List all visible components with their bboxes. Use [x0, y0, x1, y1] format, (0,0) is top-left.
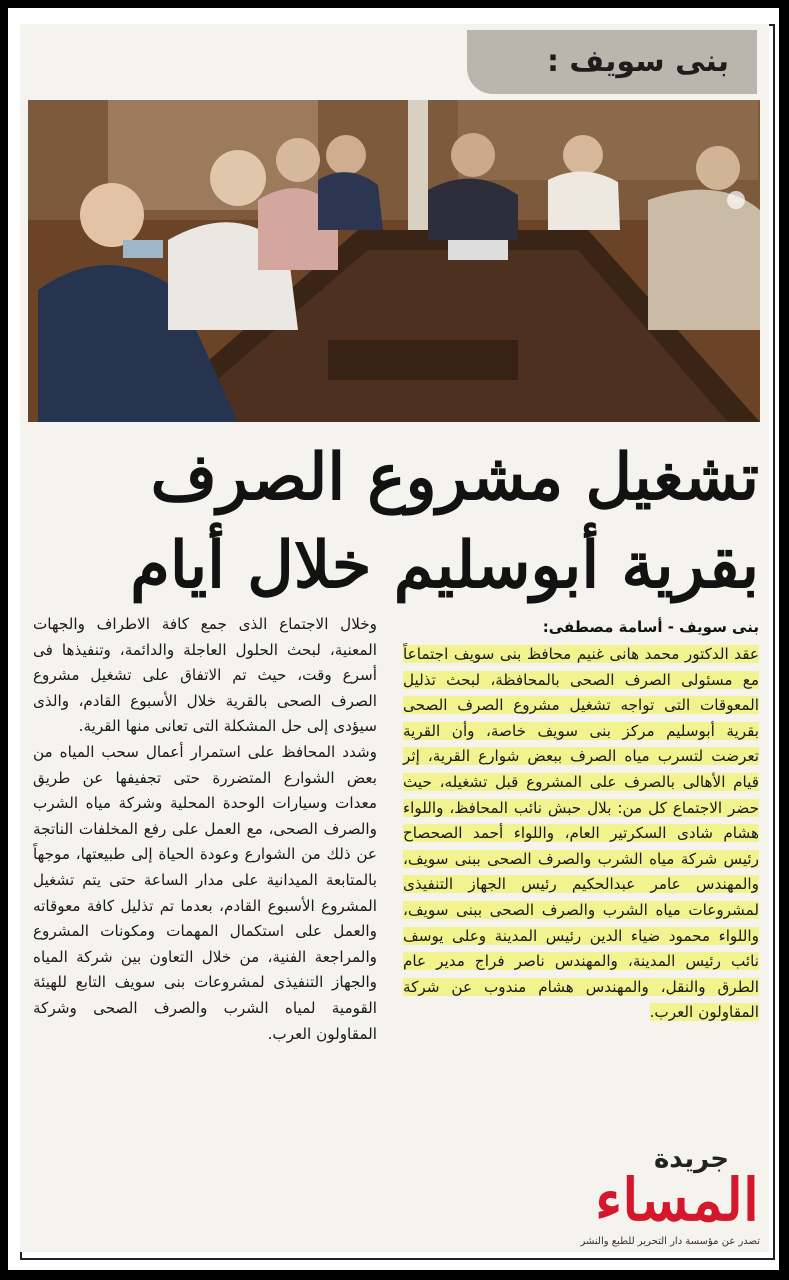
logo-word-newspaper: جريدة: [653, 1144, 729, 1174]
logo-title: المساء: [594, 1166, 759, 1234]
logo-tagline: تصدر عن مؤسسة دار التحرير للطبع والنشر: [580, 1236, 760, 1247]
headline-line-2: بقرية أبوسليم خلال أيام: [130, 528, 759, 603]
byline: بنى سويف - أسامة مصطفى:: [542, 618, 759, 636]
meeting-photo-illustration: [28, 100, 760, 422]
article-paragraph: وخلال الاجتماع الذى جمع كافة الاطراف والجهات المعنية، لبحث الحلول العاجلة والدائمة، وتنفيذها فى أسرع وقت، حيث تم الاتفاق على تشغيل مشروع الصرف الصحى بالقرية خلال الأسبوع القادم، والذى سيؤدى إلى حل المشكلة التى تعانى منها القرية.: [33, 615, 377, 736]
article-column-left: [33, 612, 377, 1047]
article-paragraph: [403, 642, 759, 1026]
article-column-right: [403, 642, 759, 1026]
headline-line-1: تشغيل مشروع الصرف: [150, 440, 759, 515]
article-paragraph: وشدد المحافظ على استمرار أعمال سحب المياه من بعض الشوارع المتضررة حتى تجفيفها عن طريق معدات وسيارات الوحدة المحلية وشركة مياه الشرب والصرف الصحى، مع العمل على رفع المخلفات الناتجة عن ذلك من الشوارع وعودة الحياة إلى طبيعتها، موجهاً بالمتابعة الميدانية على مدار الساعة حتى يتم تشغيل المشروع الأسبوع القادم، بعدما تم تذليل كافة معوقاته والعمل على استكمال المهمات ومكونات المشروع والمراجعة الفنية، من خلال التعاون بين شركة المياه والجهاز التنفيذى لمشروعات بنى سويف التابع للهيئة القومية لمياه الشرب والصرف الصحى وشركة المقاولون العرب.: [33, 742, 377, 1043]
highlighted-text: عقد الدكتور محمد هانى غنيم محافظ بنى سويف اجتماعاً مع مسئولى الصرف الصحى بالمحافظة، لبحث تذليل المعوقات التى تواجه تشغيل مشروع الصرف الصحى بقرية أبوسليم مركز بنى سويف خاصة، وأن القرية تعرضت لتسرب مياه الصرف ببعض شوارع القرية، إثر قيام الأهالى بالصرف على المشروع قبل تشغيله، حيث حضر الاجتماع كل من: بلال حبش نائب المحافظ، واللواء هشام شادى السكرتير العام، واللواء أحمد الصحصاح رئيس شركة مياه الشرب والصرف الصحى ببنى سويف، والمهندس عامر عبدالحكيم رئيس الجهاز التنفيذى لمشروعات مياه الشرب والصرف الصحى ببنى سويف، واللواء محمود ضياء الدين رئيس المدينة وعلى يوسف نائب رئيس المدينة، والمهندس ناصر فراج مدير عام الطرق والنقل، والمهندس هشام مندوب عن شركة المقاولون العرب.: [403, 645, 759, 1022]
meeting-photo: [28, 100, 760, 422]
section-label: بنى سويف :: [546, 44, 729, 79]
section-tag: [467, 30, 757, 94]
